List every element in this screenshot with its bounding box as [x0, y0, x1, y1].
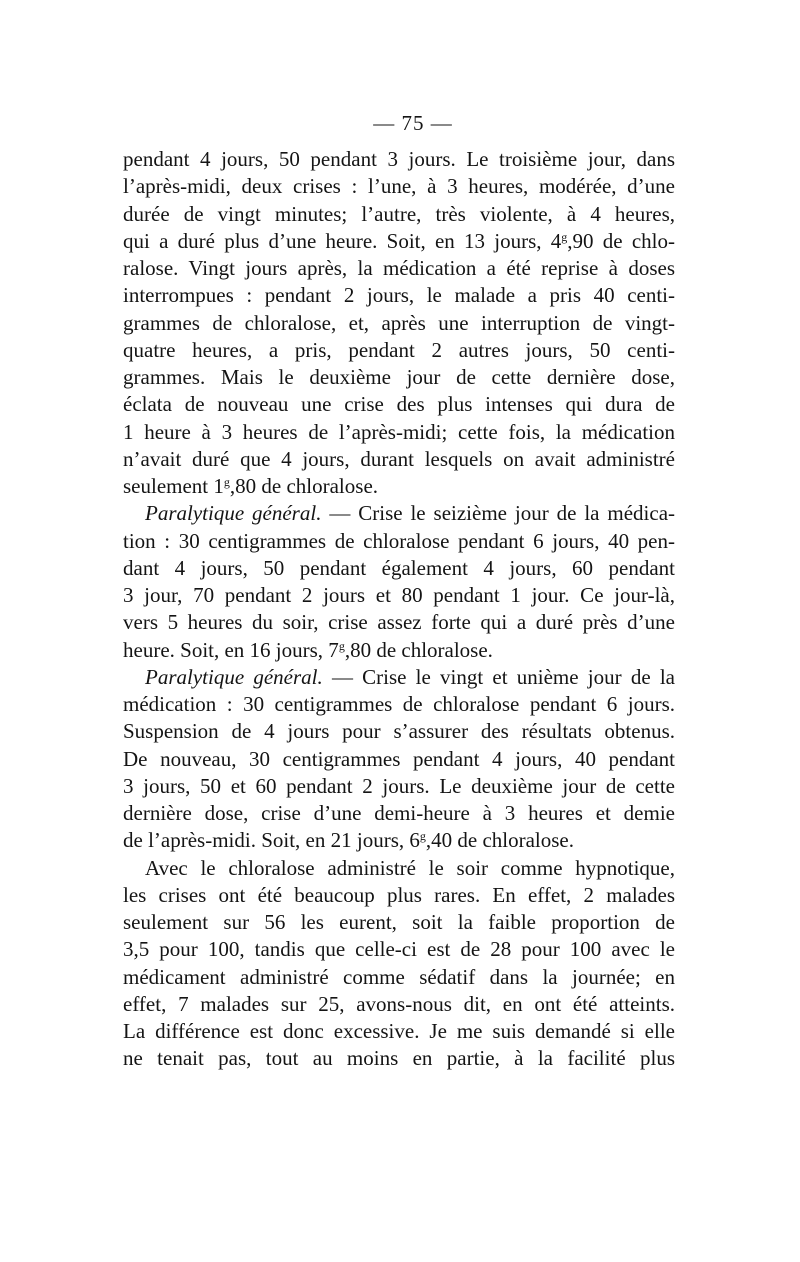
text-line — [123, 718, 675, 745]
line-text: seulement sur 56 les eurent, soit la faible proportion de — [123, 910, 675, 934]
line-text: l’après-midi, deux crises : l’une, à 3 heures, modérée, d’une — [123, 174, 675, 199]
text-line — [123, 337, 675, 364]
line-text: Avec le chloralose administré le soir comme hypnotique, — [145, 855, 675, 880]
line-text: vers 5 heures du soir, crise assez forte qui a duré près d’une — [123, 610, 675, 635]
text-line — [123, 691, 675, 718]
text-line — [123, 419, 675, 446]
line-text-after: ,80 de chloralose. — [229, 474, 379, 498]
text-line — [123, 964, 675, 991]
line-text: effet, 7 malades sur 25, avons-nous dit, en ont été atteints. — [123, 991, 675, 1016]
line-text: seulement 1 — [123, 474, 224, 498]
text-line — [123, 282, 675, 309]
text-line — [123, 827, 675, 854]
text-line — [123, 391, 675, 418]
line-text: 3 jours, 50 et 60 pendant 2 jours. Le deuxième jour de cette — [123, 773, 675, 798]
text-line — [123, 228, 675, 255]
line-text: interrompues : pendant 2 jours, le malade a pris 40 centi- — [123, 283, 675, 308]
text-line — [123, 936, 675, 963]
case-heading: Paralytique général. — [145, 664, 323, 689]
line-text-after: ,40 de chloralose. — [425, 828, 574, 853]
document-page — [123, 110, 675, 1073]
line-text: heure. Soit, en 16 jours, 7 — [123, 637, 339, 662]
text-line — [123, 609, 675, 636]
text-line — [123, 528, 675, 555]
gram-superscript: g — [223, 475, 230, 489]
text-line — [123, 473, 675, 500]
text-line — [123, 1018, 675, 1045]
text-line — [123, 637, 675, 664]
line-text: les crises ont été beaucoup plus rares. En effet, 2 malades — [123, 882, 675, 907]
text-line — [123, 800, 675, 827]
line-text: médication : 30 centigrammes de chloralose pendant 6 jours. — [123, 692, 675, 716]
line-text-after: ,90 de chlo- — [567, 228, 675, 253]
text-line — [123, 446, 675, 473]
line-text: ne tenait pas, tout au moins en partie, à la facilité plus — [123, 1046, 675, 1071]
line-text: médicament administré comme sédatif dans la journée; en — [123, 964, 675, 989]
line-text: de l’après-midi. Soit, en 21 jours, 6 — [123, 828, 420, 853]
line-text: — Crise le seizième jour de la médica- — [321, 501, 676, 526]
text-line — [123, 555, 675, 582]
line-text: n’avait duré que 4 jours, durant lesquels on avait administré — [123, 446, 675, 471]
line-text: 3,5 pour 100, tandis que celle-ci est de 28 pour 100 avec le — [123, 937, 675, 962]
line-text: 3 jour, 70 pendant 2 jours et 80 pendant 1 jour. Ce jour-là, — [123, 583, 675, 607]
line-text: ralose. Vingt jours après, la médication a été reprise à doses — [123, 256, 675, 280]
text-line — [123, 746, 675, 773]
text-line — [123, 364, 675, 391]
text-line — [123, 500, 675, 527]
line-text: dernière dose, crise d’une demi-heure à 3 heures et demie — [123, 801, 675, 825]
line-text: grammes. Mais le deuxième jour de cette dernière dose, — [123, 365, 675, 389]
line-text: Suspension de 4 jours pour s’assurer des résultats obtenus. — [123, 719, 675, 744]
gram-superscript: g — [561, 229, 568, 244]
gram-superscript: g — [338, 638, 345, 653]
line-text-after: ,80 de chloralose. — [344, 637, 493, 662]
line-text: De nouveau, 30 centigrammes pendant 4 jours, 40 pendant — [123, 746, 675, 771]
text-line — [123, 773, 675, 800]
case-heading: Paralytique général. — [145, 501, 322, 526]
line-text: grammes de chloralose, et, après une interruption de vingt- — [123, 310, 675, 335]
line-text: 1 heure à 3 heures de l’après-midi; cette fois, la médication — [123, 419, 675, 444]
line-text: La différence est donc excessive. Je me suis demandé si elle — [123, 1019, 675, 1043]
text-line — [123, 201, 675, 228]
text-line — [123, 991, 675, 1018]
line-text: qui a duré plus d’une heure. Soit, en 13 jours, 4 — [123, 228, 562, 253]
line-text: — Crise le vingt et unième jour de la — [322, 664, 675, 689]
text-line — [123, 310, 675, 337]
gram-superscript: g — [419, 829, 426, 844]
text-line — [123, 664, 675, 691]
line-text: durée de vingt minutes; l’autre, très violente, à 4 heures, — [123, 201, 675, 226]
text-line — [123, 173, 675, 200]
page-number: — 75 — — [373, 111, 453, 135]
line-text: quatre heures, a pris, pendant 2 autres jours, 50 centi- — [123, 337, 675, 362]
text-line — [123, 255, 675, 282]
text-line — [123, 882, 675, 909]
text-line — [123, 1045, 675, 1072]
text-line — [123, 855, 675, 882]
text-line — [123, 582, 675, 609]
text-line — [123, 909, 675, 936]
text-line — [123, 146, 675, 173]
line-text: pendant 4 jours, 50 pendant 3 jours. Le troisième jour, dans — [123, 147, 675, 171]
body-text — [123, 146, 675, 1073]
line-text: dant 4 jours, 50 pendant également 4 jours, 60 pendant — [123, 555, 675, 580]
line-text: éclata de nouveau une crise des plus intenses qui dura de — [123, 392, 675, 417]
line-text: tion : 30 centigrammes de chloralose pendant 6 jours, 40 pen- — [123, 528, 675, 553]
